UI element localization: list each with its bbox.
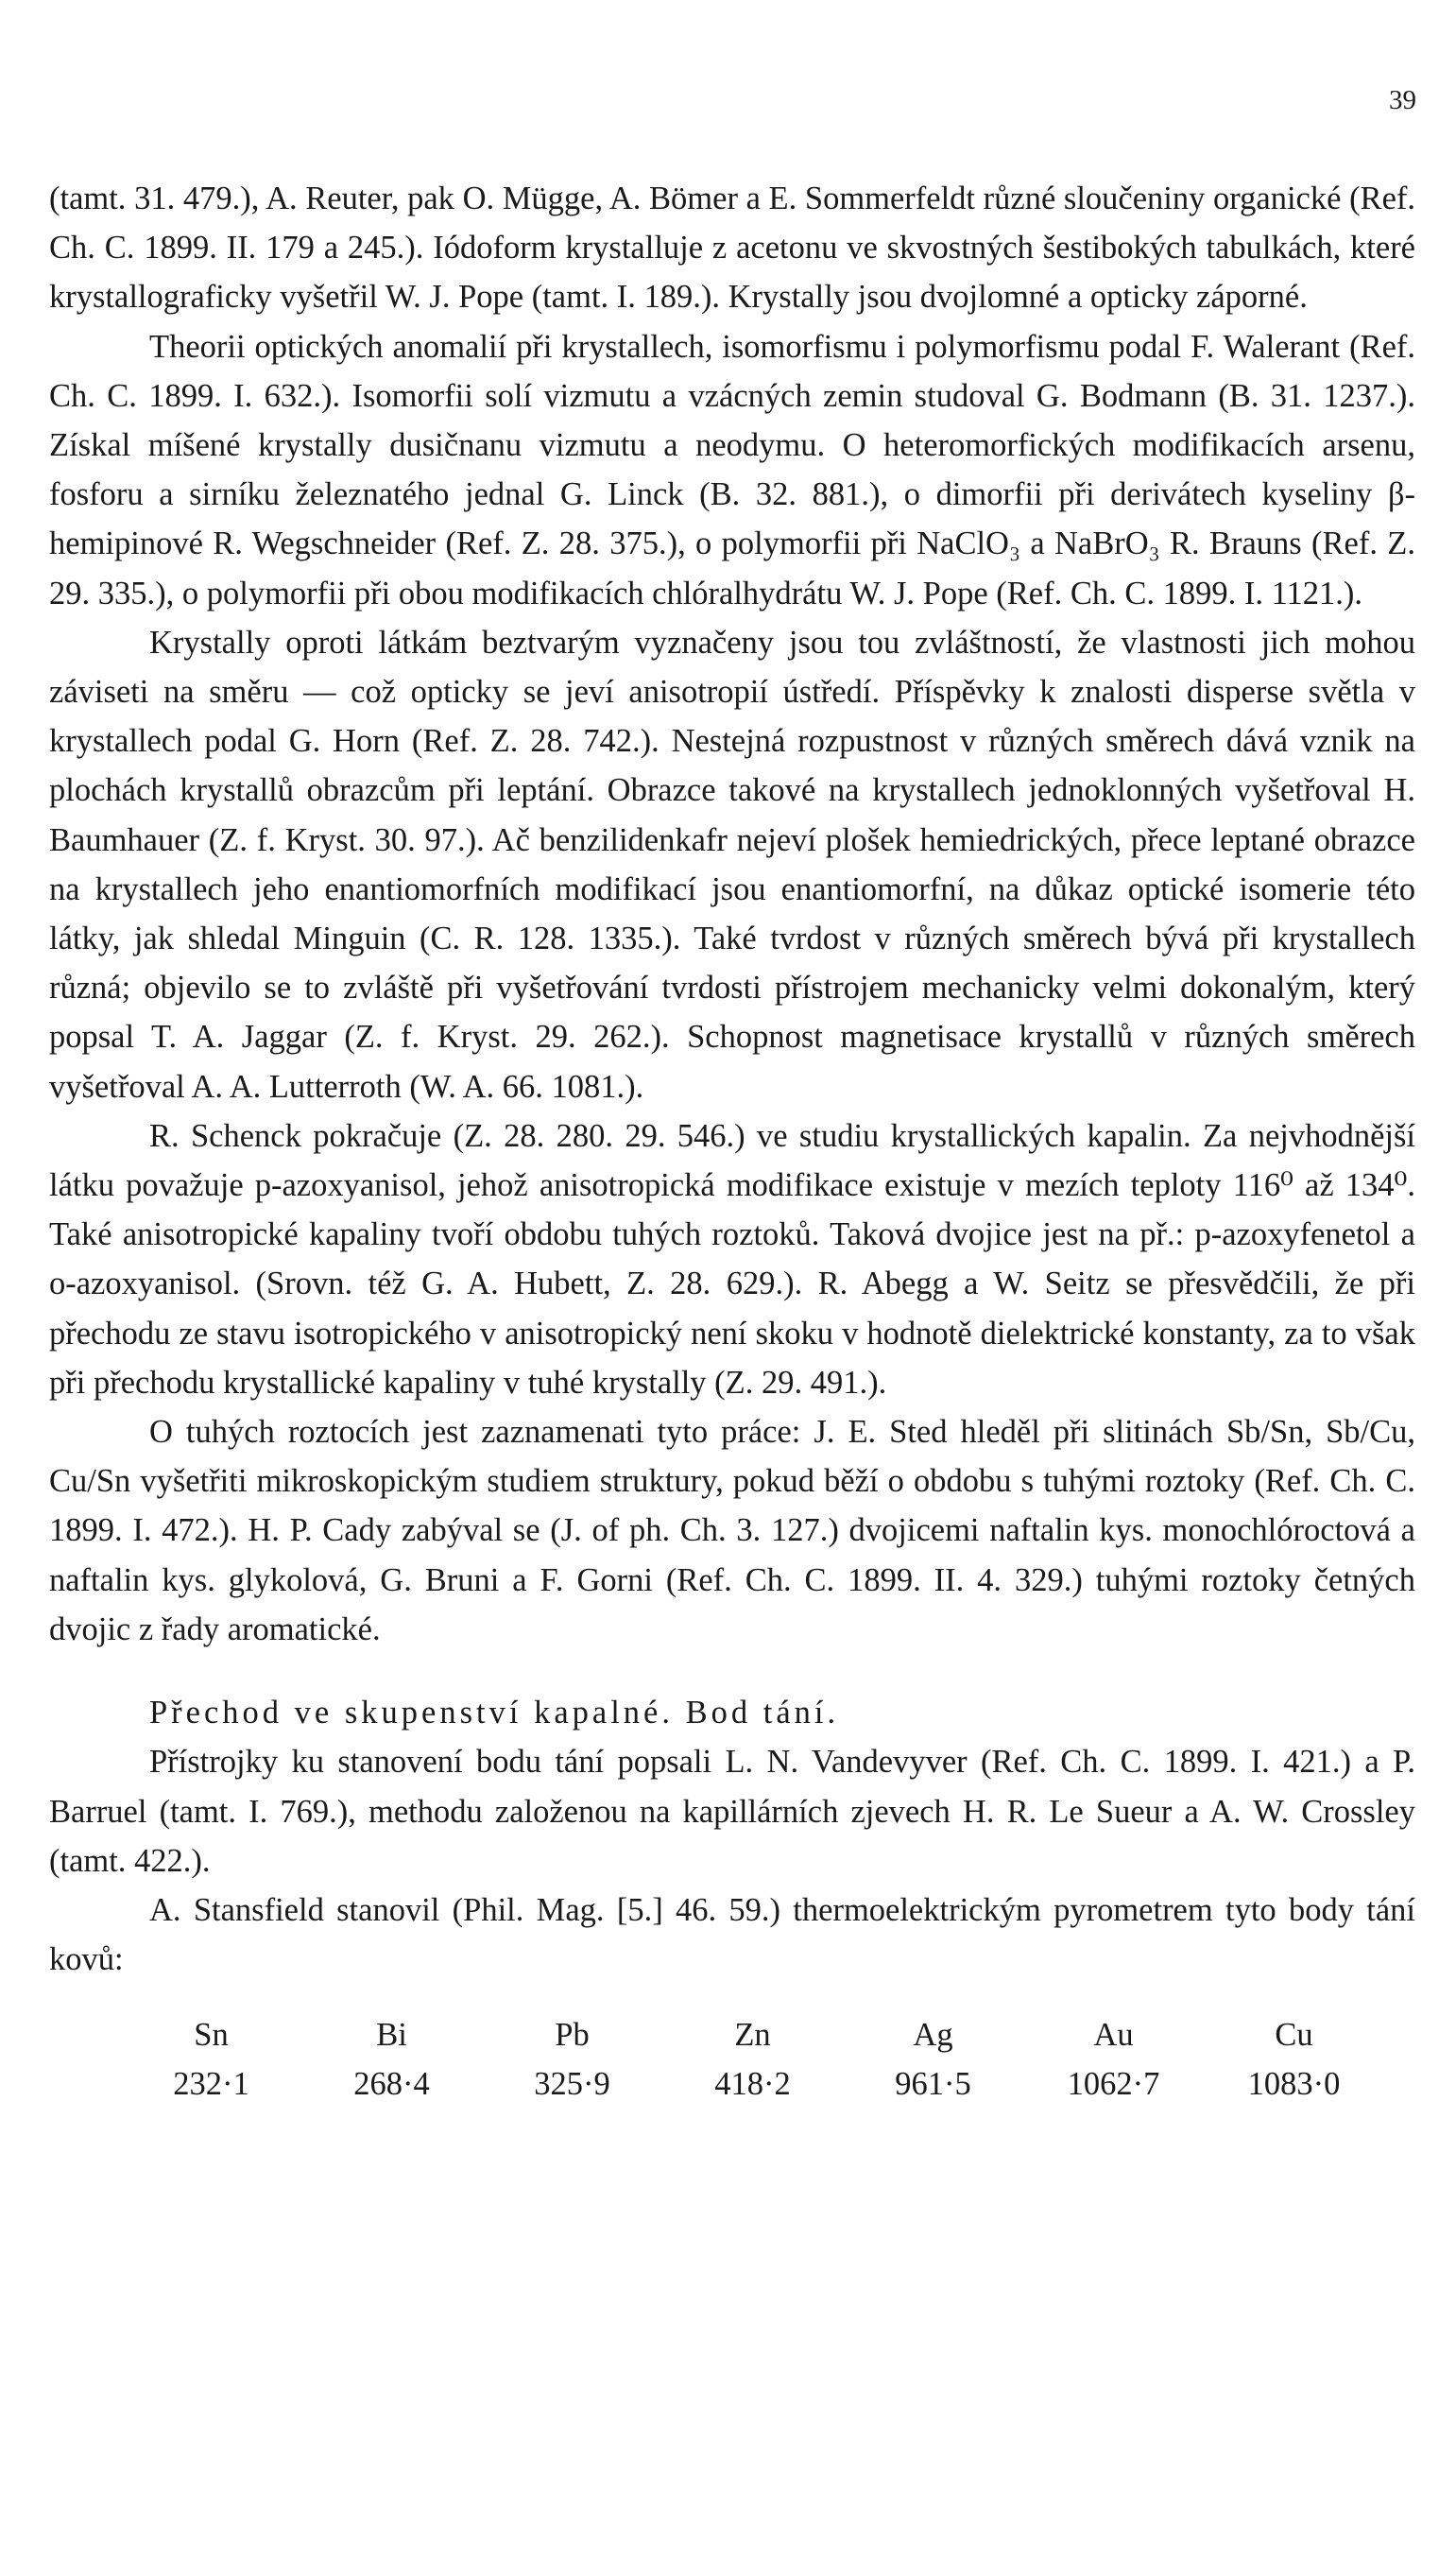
metal-symbol: Au <box>1093 2017 1134 2054</box>
metal-symbol: Zn <box>734 2017 771 2054</box>
metal-symbol: Pb <box>555 2017 590 2054</box>
melting-point-value: 418·2 <box>714 2066 791 2103</box>
section-heading: Přechod ve skupenství kapalné. Bod tání. <box>149 1695 840 1731</box>
melting-point-value: 268·4 <box>353 2066 430 2103</box>
paragraph-1: (tamt. 31. 479.), A. Reuter, pak O. Mügge, A. Bömer a E. Sommerfeldt různé sloučeniny organické (Ref. Ch. C. 1899. II. 179 a 245.). Iódoform krystalluje z acetonu ve skvostných šestibokých tabulkách, které krystallograficky vyšetřil W. J. Pope (tamt. I. 189.). Krystally jsou dvojlomné a opticky záporné. <box>49 181 1415 316</box>
paragraph-2: Theorii optických anomalií při krystallech, isomorfismu i polymorfismu podal F. Walerant (Ref. Ch. C. 1899. I. 632.). Isomorfii solí vizmutu a vzácných zemin studoval G. Bodmann (B. 31. 1237.). Získal míšené krystally dusičnanu vizmutu a neodymu. O heteromorfických modifikacích arsenu, fosforu a sirníku železnatého jednal G. Linck (B. 32. 881.), o dimorfii při derivátech kyseliny β-hemipinové R. Wegschneider (Ref. Z. 28. 375.), o polymorfii při NaClO₃ a NaBrO₃ R. Brauns (Ref. Z. 29. 335.), o polymorfii při obou modifikacích chlóralhydrátu W. J. Pope (Ref. Ch. C. 1899. I. 1121.). <box>49 328 1415 611</box>
metal-symbol: Sn <box>194 2017 229 2054</box>
metal-symbol: Bi <box>376 2017 407 2054</box>
metal-symbol: Ag <box>913 2017 953 2054</box>
page-body <box>49 174 1415 2109</box>
metal-symbol: Cu <box>1275 2017 1313 2054</box>
melting-point-value: 961·5 <box>895 2066 971 2103</box>
paragraph-4: R. Schenck pokračuje (Z. 28. 280. 29. 546.) ve studiu krystallických kapalin. Za nejvhodnější látku považuje p-azoxyanisol, jehož anisotropická modifikace existuje v mezích teploty 116⁰ až 134⁰. Také anisotropické kapaliny tvoří obdobu tuhých roztoků. Taková dvojice jest na př.: p-azoxyfenetol a o-azoxyanisol. (Srovn. též G. A. Hubett, Z. 28. 629.). R. Abegg a W. Seitz se přesvědčili, že při přechodu ze stavu isotropického v anisotropický není skoku v hodnotě dielektrické konstanty, za to však při přechodu krystallické kapaliny v tuhé krystally (Z. 29. 491.). <box>49 1117 1415 1401</box>
section-paragraph-2: A. Stansfield stanovil (Phil. Mag. [5.] 46. 59.) thermoelektrickým pyrometrem tyto body tání kovů: <box>49 1891 1415 1978</box>
melting-point-value: 325·9 <box>534 2066 610 2103</box>
paragraph-3: Krystally oproti látkám beztvarým vyznačeny jsou tou zvláštností, že vlastnosti jich mohou záviseti na směru — což opticky se jeví anisotropií ústředí. Příspěvky k znalosti disperse světla v krystallech podal G. Horn (Ref. Z. 28. 742.). Nestejná rozpustnost v různých směrech dává vznik na plochách krystallů obrazcům při leptání. Obrazce takové na krystallech jednoklonných vyšetřoval H. Baumhauer (Z. f. Kryst. 30. 97.). Ač benzilidenkafr nejeví plošek hemiedrických, přece leptané obrazce na krystallech jeho enantiomorfních modifikací jsou enantiomorfní, na důkaz optické isomerie této látky, jak shledal Minguin (C. R. 128. 1335.). Také tvrdost v různých směrech bývá při krystallech různá; objevilo se to zvláště při vyšetřování tvrdosti přístrojem mechanicky velmi dokonalým, který popsal T. A. Jaggar (Z. f. Kryst. 29. 262.). Schopnost magnetisace krystallů v různých směrech vyšetřoval A. A. Lutterroth (W. A. 66. 1081.). <box>49 624 1415 1105</box>
paragraph-5: O tuhých roztocích jest zaznamenati tyto práce: J. E. Sted hleděl při slitinách Sb/Sn, Sb/Cu, Cu/Sn vyšetřiti mikroskopickým studiem struktury, pokud běží o obdobu s tuhými roztoky (Ref. Ch. C. 1899. I. 472.). H. P. Cady zabýval se (J. of ph. Ch. 3. 127.) dvojicemi naftalin kys. monochlóroctová a naftalin kys. glykolová, G. Bruni a F. Gorni (Ref. Ch. C. 1899. II. 4. 329.) tuhými roztoky četných dvojic z řady aromatické. <box>49 1414 1415 1647</box>
melting-point-value: 232·1 <box>173 2066 249 2103</box>
melting-point-value: 1062·7 <box>1067 2066 1160 2103</box>
melting-point-value: 1083·0 <box>1247 2066 1341 2103</box>
page-number: 39 <box>1389 85 1416 115</box>
section-paragraph-1: Přístrojky ku stanovení bodu tání popsali L. N. Vandevyver (Ref. Ch. C. 1899. I. 421.) a P. Barruel (tamt. I. 769.), methodu založenou na kapillárních zjevech H. R. Le Sueur a A. W. Crossley (tamt. 422.). <box>49 1744 1415 1879</box>
melting-points-table <box>121 2010 1415 2109</box>
